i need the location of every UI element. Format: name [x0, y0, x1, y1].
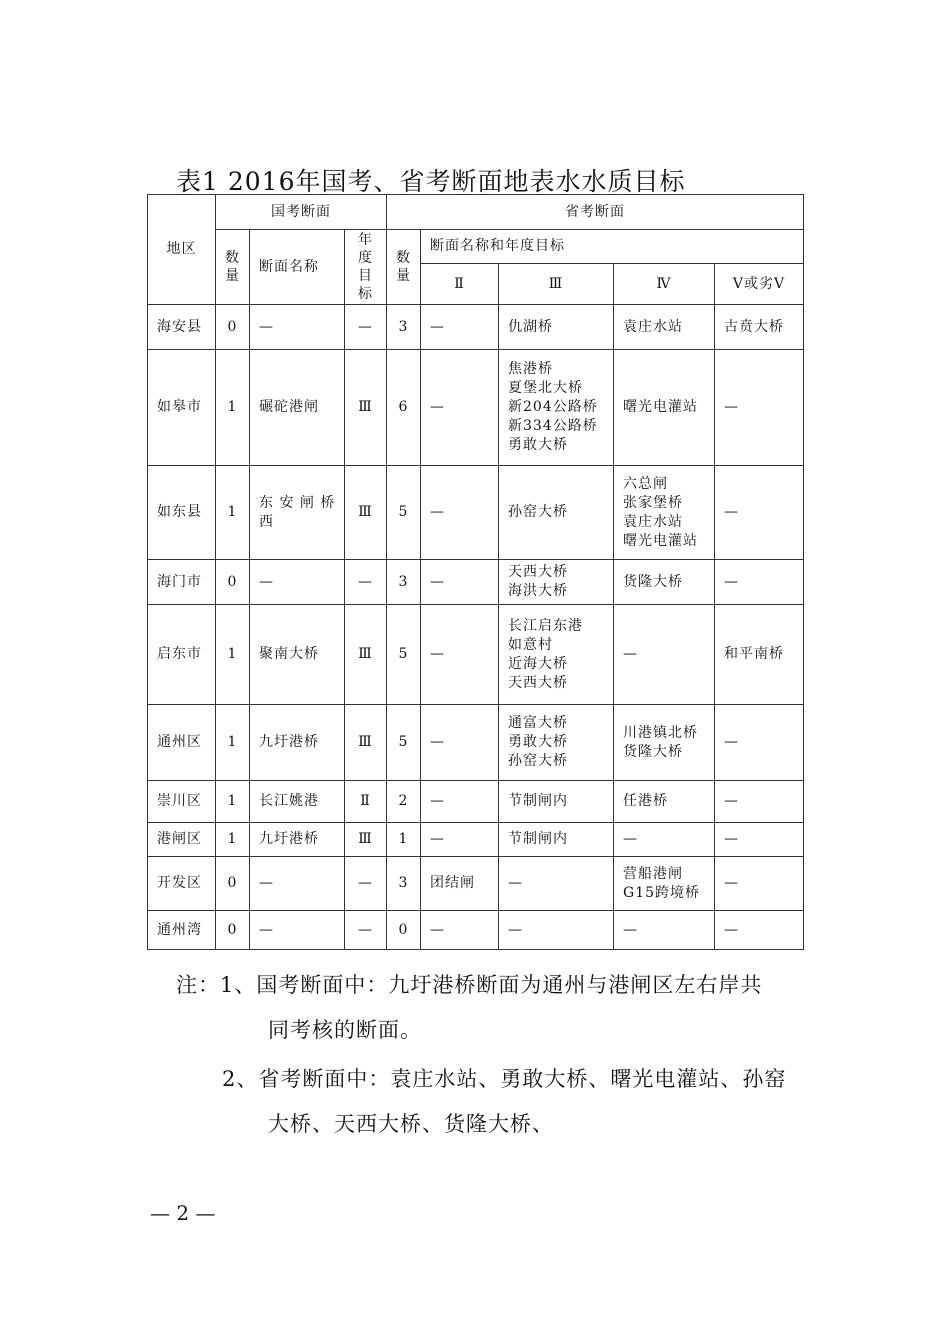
grade-2-cell: —: [421, 350, 499, 466]
table-row: [148, 560, 804, 605]
national-name-cell: —: [250, 305, 345, 350]
national-target-cell: Ⅱ: [345, 781, 387, 823]
grade-4-cell: 货隆大桥: [614, 560, 715, 605]
region-cell: 港闸区: [148, 823, 216, 857]
grade-4-cell: 六总闸 张家堡桥 袁庄水站 曙光电灌站: [614, 466, 715, 560]
grade-2-cell: —: [421, 911, 499, 950]
grade-3-cell: 通富大桥 勇敢大桥 孙窑大桥: [499, 705, 614, 781]
national-count-cell: 0: [216, 857, 250, 911]
page-number: — 2 —: [150, 1201, 216, 1225]
note-1-line-2: 同考核的断面。: [268, 1018, 422, 1042]
grade-5-cell: —: [715, 911, 804, 950]
national-target-cell: Ⅲ: [345, 605, 387, 705]
national-target-cell: Ⅲ: [345, 705, 387, 781]
national-name-cell: 东 安 闸 桥 西: [250, 466, 345, 560]
header-row-2: [148, 230, 804, 264]
note-2-line-2: 大桥、天西大桥、货隆大桥、: [268, 1112, 554, 1136]
grade-3-cell: 天西大桥 海洪大桥: [499, 560, 614, 605]
region-cell: 海门市: [148, 560, 216, 605]
grade-5-cell: —: [715, 705, 804, 781]
table-title: 表1 2016年国考、省考断面地表水水质目标: [176, 167, 686, 196]
header-grade-3: Ⅲ: [499, 264, 614, 305]
header-region: 地区: [148, 195, 216, 305]
grade-5-cell: —: [715, 857, 804, 911]
national-count-cell: 0: [216, 305, 250, 350]
grade-2-cell: —: [421, 466, 499, 560]
provincial-count-cell: 5: [387, 705, 421, 781]
grade-3-cell: 长江启东港 如意村 近海大桥 天西大桥: [499, 605, 614, 705]
grade-5-cell: —: [715, 823, 804, 857]
national-count-cell: 1: [216, 605, 250, 705]
national-count-cell: 1: [216, 350, 250, 466]
header-national: 国考断面: [216, 195, 387, 230]
national-name-cell: 九圩港桥: [250, 705, 345, 781]
grade-5-cell: —: [715, 350, 804, 466]
national-target-cell: —: [345, 857, 387, 911]
grade-2-cell: —: [421, 305, 499, 350]
grade-4-cell: 曙光电灌站: [614, 350, 715, 466]
national-count-cell: 0: [216, 560, 250, 605]
header-provincial-count: 数 量: [387, 230, 421, 305]
national-name-cell: —: [250, 857, 345, 911]
table-body: [148, 195, 804, 950]
grade-4-cell: 袁庄水站: [614, 305, 715, 350]
grade-3-cell: 焦港桥 夏堡北大桥 新204公路桥 新334公路桥 勇敢大桥: [499, 350, 614, 466]
grade-3-cell: 孙窑大桥: [499, 466, 614, 560]
header-grade-4: Ⅳ: [614, 264, 715, 305]
provincial-count-cell: 6: [387, 350, 421, 466]
region-cell: 崇川区: [148, 781, 216, 823]
header-national-count: 数 量: [216, 230, 250, 305]
national-name-cell: 碾砣港闸: [250, 350, 345, 466]
table-row: [148, 705, 804, 781]
national-target-cell: Ⅲ: [345, 823, 387, 857]
grade-2-cell: —: [421, 705, 499, 781]
national-count-cell: 0: [216, 911, 250, 950]
region-cell: 海安县: [148, 305, 216, 350]
provincial-count-cell: 0: [387, 911, 421, 950]
provincial-count-cell: 5: [387, 466, 421, 560]
grade-4-cell: 营船港闸 G15跨境桥: [614, 857, 715, 911]
region-cell: 通州区: [148, 705, 216, 781]
national-target-cell: —: [345, 305, 387, 350]
grade-3-cell: 节制闸内: [499, 781, 614, 823]
grade-5-cell: 和平南桥: [715, 605, 804, 705]
table-row: [148, 911, 804, 950]
header-grade-2: Ⅱ: [421, 264, 499, 305]
table-row: [148, 781, 804, 823]
grade-2-cell: 团结闸: [421, 857, 499, 911]
grade-2-cell: —: [421, 560, 499, 605]
national-target-cell: Ⅲ: [345, 350, 387, 466]
table-row: [148, 857, 804, 911]
national-target-cell: —: [345, 911, 387, 950]
national-name-cell: —: [250, 560, 345, 605]
header-annual-target: 年 度 目 标: [345, 230, 387, 305]
note-1-line-1: 注：1、国考断面中：九圩港桥断面为通州与港闸区左右岸共: [176, 973, 763, 997]
grade-4-cell: —: [614, 605, 715, 705]
grade-3-cell: 节制闸内: [499, 823, 614, 857]
national-count-cell: 1: [216, 823, 250, 857]
grade-4-cell: —: [614, 911, 715, 950]
national-name-cell: 九圩港桥: [250, 823, 345, 857]
grade-5-cell: —: [715, 466, 804, 560]
note-2-line-1: 2、省考断面中：袁庄水站、勇敢大桥、曙光电灌站、孙窑: [222, 1067, 787, 1091]
header-grade-5: Ⅴ或劣Ⅴ: [715, 264, 804, 305]
grade-4-cell: 川港镇北桥 货隆大桥: [614, 705, 715, 781]
region-cell: 如东县: [148, 466, 216, 560]
provincial-count-cell: 5: [387, 605, 421, 705]
grade-3-cell: —: [499, 857, 614, 911]
region-cell: 如皋市: [148, 350, 216, 466]
national-name-cell: 聚南大桥: [250, 605, 345, 705]
table-row: [148, 466, 804, 560]
provincial-count-cell: 1: [387, 823, 421, 857]
grade-4-cell: 任港桥: [614, 781, 715, 823]
grade-3-cell: 仇湖桥: [499, 305, 614, 350]
provincial-count-cell: 3: [387, 305, 421, 350]
grade-5-cell: 古贲大桥: [715, 305, 804, 350]
national-name-cell: —: [250, 911, 345, 950]
table-row: [148, 605, 804, 705]
water-quality-table: [147, 194, 804, 950]
grade-2-cell: —: [421, 605, 499, 705]
grade-2-cell: —: [421, 781, 499, 823]
header-provincial: 省考断面: [387, 195, 804, 230]
table-row: [148, 823, 804, 857]
region-cell: 启东市: [148, 605, 216, 705]
national-target-cell: Ⅲ: [345, 466, 387, 560]
grade-3-cell: —: [499, 911, 614, 950]
national-name-cell: 长江姚港: [250, 781, 345, 823]
grade-2-cell: —: [421, 823, 499, 857]
region-cell: 通州湾: [148, 911, 216, 950]
table-row: [148, 350, 804, 466]
header-row-1: [148, 195, 804, 230]
national-count-cell: 1: [216, 705, 250, 781]
header-name-and-target: 断面名称和年度目标: [421, 230, 804, 264]
grade-5-cell: —: [715, 560, 804, 605]
provincial-count-cell: 3: [387, 560, 421, 605]
grade-5-cell: —: [715, 781, 804, 823]
header-section-name: 断面名称: [250, 230, 345, 305]
provincial-count-cell: 2: [387, 781, 421, 823]
region-cell: 开发区: [148, 857, 216, 911]
national-target-cell: —: [345, 560, 387, 605]
national-count-cell: 1: [216, 466, 250, 560]
national-count-cell: 1: [216, 781, 250, 823]
provincial-count-cell: 3: [387, 857, 421, 911]
grade-4-cell: —: [614, 823, 715, 857]
table-row: [148, 305, 804, 350]
